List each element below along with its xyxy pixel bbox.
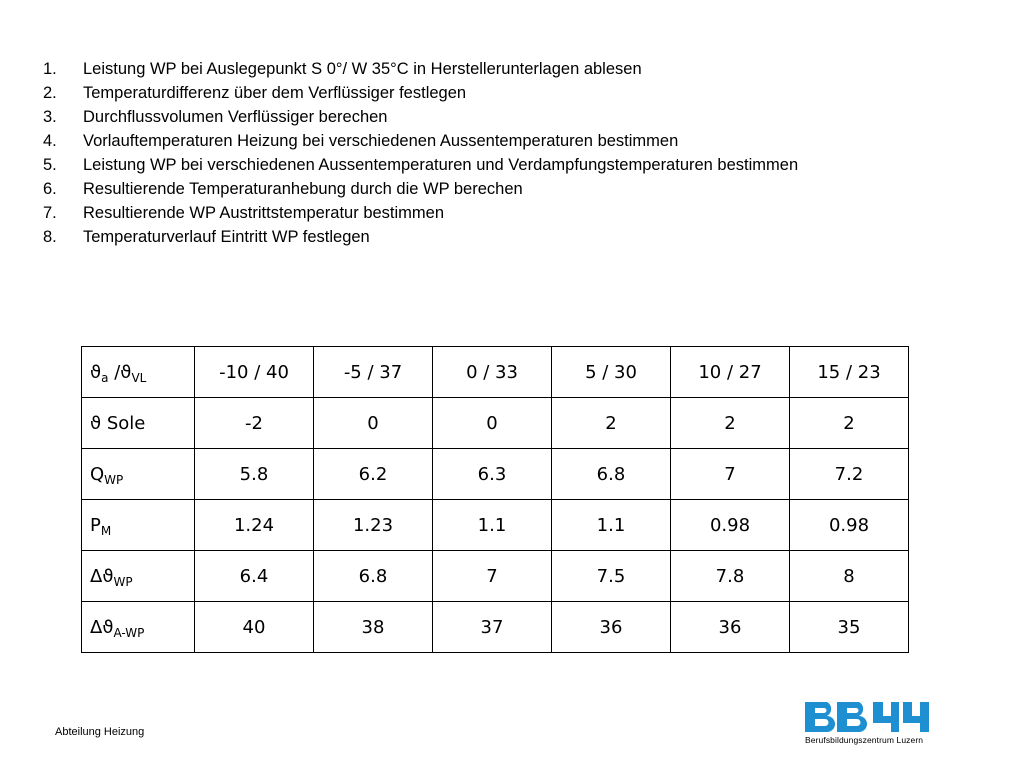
table-cell: 2	[552, 398, 671, 449]
list-item: 3. Durchflussvolumen Verflüssiger berechen	[43, 108, 388, 126]
table-row	[82, 602, 909, 653]
table-cell: 0.98	[790, 500, 909, 551]
table-row	[82, 347, 909, 398]
table-cell: 6.3	[433, 449, 552, 500]
list-item: 2. Temperaturdifferenz über dem Verflüssiger festlegen	[43, 84, 467, 102]
steps-list	[43, 57, 798, 249]
table-cell: 1.24	[195, 500, 314, 551]
table-cell: 36	[552, 602, 671, 653]
list-item: 8. Temperaturverlauf Eintritt WP festlegen	[43, 228, 370, 246]
table-cell: 10 / 27	[671, 347, 790, 398]
table-cell: 2	[790, 398, 909, 449]
logo-text: Berufsbildungszentrum Luzern	[805, 735, 924, 745]
footer-department: Abteilung Heizung	[55, 726, 145, 738]
row-header: $Q_{WP}$	[82, 449, 195, 500]
values-table	[81, 346, 909, 653]
list-item: 6. Resultierende Temperaturanhebung durch die WP berechen	[43, 180, 523, 198]
table-cell: 7	[433, 551, 552, 602]
bbz-logo	[805, 700, 935, 746]
table-cell: 36	[671, 602, 790, 653]
list-item: 7. Resultierende WP Austrittstemperatur bestimmen	[43, 204, 445, 222]
table-cell: 38	[314, 602, 433, 653]
table-row	[82, 398, 909, 449]
list-item: 4. Vorlauftemperaturen Heizung bei verschiedenen Aussentemperaturen bestimmen	[43, 132, 679, 150]
table-cell: 0	[433, 398, 552, 449]
table-cell: 15 / 23	[790, 347, 909, 398]
table-cell: 5.8	[195, 449, 314, 500]
table-cell: 0.98	[671, 500, 790, 551]
row-header: $\Delta ϑ_{WP}$	[82, 551, 195, 602]
list-item: 1. Leistung WP bei Auslegepunkt S 0°/ W 35°C in Herstellerunterlagen ablesen	[43, 60, 642, 78]
table-cell: 1.1	[552, 500, 671, 551]
table-cell: 7.8	[671, 551, 790, 602]
table-cell: -10 / 40	[195, 347, 314, 398]
table-cell: -2	[195, 398, 314, 449]
table-row	[82, 551, 909, 602]
table-cell: 8	[790, 551, 909, 602]
table-cell: 37	[433, 602, 552, 653]
table-cell: 6.8	[552, 449, 671, 500]
bbz-logo-icon	[805, 700, 929, 734]
table-cell: 40	[195, 602, 314, 653]
row-header: $\Delta ϑ_{A-WP}$	[82, 602, 195, 653]
table-row	[82, 500, 909, 551]
table-cell: 7	[671, 449, 790, 500]
table-cell: 6.4	[195, 551, 314, 602]
table-cell: 1.23	[314, 500, 433, 551]
row-header: ϑ Sole	[82, 398, 195, 449]
table-cell: -5 / 37	[314, 347, 433, 398]
table-cell: 6.2	[314, 449, 433, 500]
table-cell: 6.8	[314, 551, 433, 602]
table-cell: 1.1	[433, 500, 552, 551]
list-item: 5. Leistung WP bei verschiedenen Aussentemperaturen und Verdampfungstemperaturen bestimmen	[43, 156, 799, 174]
row-header: $P_M$	[82, 500, 195, 551]
table-cell: 0	[314, 398, 433, 449]
table-row	[82, 449, 909, 500]
table-cell: 7.5	[552, 551, 671, 602]
row-header: $ϑ_a$ $/ϑ_{VL}$	[82, 347, 195, 398]
table-cell: 5 / 30	[552, 347, 671, 398]
table-cell: 0 / 33	[433, 347, 552, 398]
table-cell: 7.2	[790, 449, 909, 500]
table-cell: 2	[671, 398, 790, 449]
table-cell: 35	[790, 602, 909, 653]
